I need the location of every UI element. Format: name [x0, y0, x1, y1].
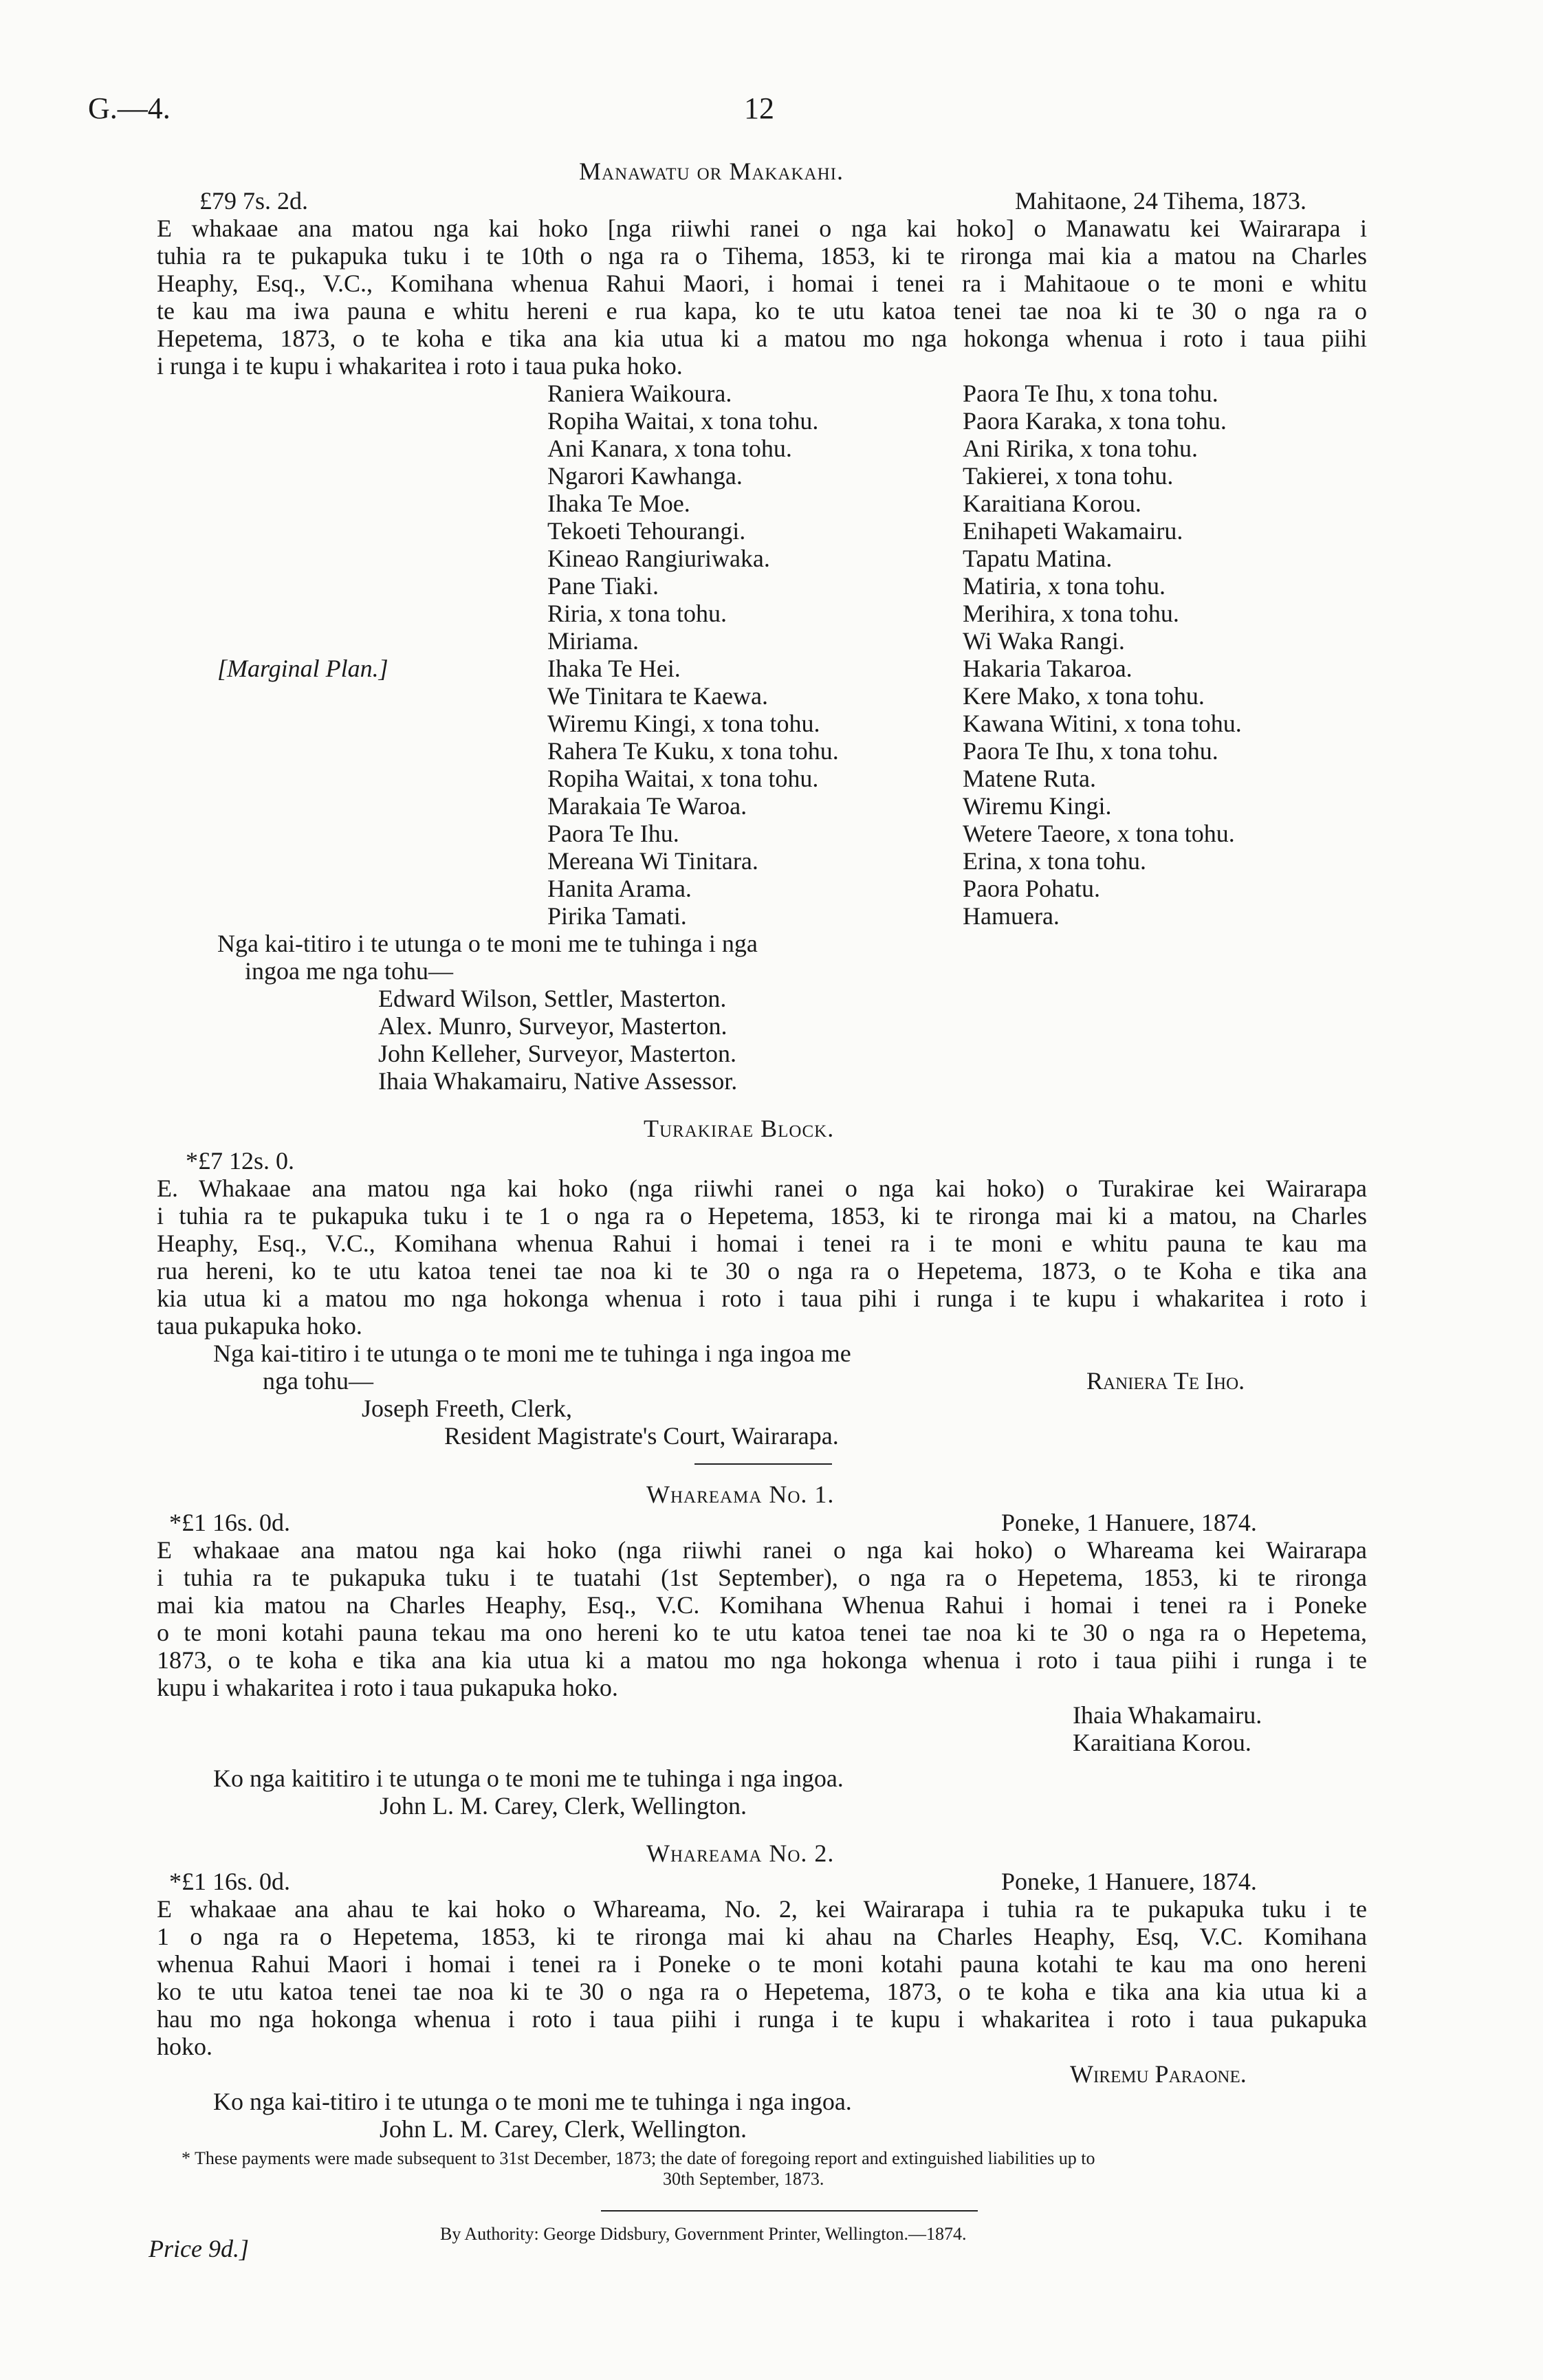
signer-name: Hamuera. [963, 902, 1060, 930]
signer-name: Merihira, x tona tohu. [963, 600, 1179, 627]
signer-name: Hanita Arama. [547, 875, 692, 902]
signer-whareama-2: Wiremu Paraone. [1070, 2060, 1247, 2088]
witness-intro: nga tohu— [263, 1367, 373, 1395]
signer-name: Matene Ruta. [963, 765, 1096, 792]
signer-name: Wiremu Kingi, x tona tohu. [547, 710, 820, 737]
page-reference: G.—4. [88, 91, 171, 125]
witness-name: John L. M. Carey, Clerk, Wellington. [380, 2115, 747, 2143]
witness-name: John Kelleher, Surveyor, Masterton. [378, 1040, 736, 1067]
page-number: 12 [744, 91, 774, 125]
witness-intro: ingoa me nga tohu— [245, 957, 453, 985]
footnote: * These payments were made subsequent to 31st December, 1873; the date of foregoing report and extinguished liabilities up to [182, 2148, 1095, 2168]
price: Price 9d.] [149, 2235, 249, 2262]
body-line-last: i runga i te kupu i whakaritea i roto i taua puka hoko. [157, 352, 683, 380]
amount-manawatu: £79 7s. 2d. [199, 187, 309, 215]
place-date-whareama-2: Poneke, 1 Hanuere, 1874. [1001, 1868, 1257, 1895]
signer-name: Wiremu Kingi. [963, 792, 1112, 820]
signer-turakirae: Raniera Te Iho. [1086, 1367, 1245, 1395]
signer-name: Paora Te Ihu, x tona tohu. [963, 737, 1218, 765]
signer-name: Rahera Te Kuku, x tona tohu. [547, 737, 839, 765]
signer-name: Paora Pohatu. [963, 875, 1100, 902]
signer-name: Raniera Waikoura. [547, 380, 732, 407]
signer-name: Paora Te Ihu, x tona tohu. [963, 380, 1218, 407]
body-line: E whakaae ana ahau te kai hoko o Whareama, No. 2, kei Wairarapa i tuhia ra te pukapuka tuku i te [157, 1895, 1367, 1923]
body-line: i tuhia ra te pukapuka tuku i te tuatahi (1st September), o nga ra o Hepetema, 1853, ki te rironga [157, 1564, 1367, 1591]
witness-name: Alex. Munro, Surveyor, Masterton. [378, 1012, 727, 1040]
signer-name: Kineao Rangiuriwaka. [547, 545, 770, 572]
witness-intro: Ko nga kaititiro i te utunga o te moni me te tuhinga i nga ingoa. [213, 1765, 844, 1792]
imprint: By Authority: George Didsbury, Government Printer, Wellington.—1874. [440, 2224, 967, 2244]
body-line-last: hoko. [157, 2033, 212, 2060]
witness-name: Joseph Freeth, Clerk, [362, 1395, 572, 1422]
signer-name: Ani Ririka, x tona tohu. [963, 435, 1198, 462]
body-line: whenua Rahui Maori i homai i tenei ra i Poneke o te moni kotahi pauna kotahi te kau ma ono hereni [157, 1950, 1367, 1978]
body-line-last: taua pukapuka hoko. [157, 1312, 362, 1340]
signer-name: Karaitiana Korou. [1073, 1729, 1251, 1756]
witness-intro: Nga kai-titiro i te utunga o te moni me te tuhinga i nga ingoa me [213, 1340, 851, 1367]
place-date-whareama-1: Poneke, 1 Hanuere, 1874. [1001, 1509, 1257, 1536]
body-line: Hepetema, 1873, o te koha e tika ana kia utua ki a matou mo nga hokonga whenua i roto i taua piihi [157, 325, 1367, 352]
body-line: hau mo nga hokonga whenua i roto i taua piihi i runga i te kupu i whakaritea i roto i taua pukapuka [157, 2005, 1367, 2033]
signer-name: Miriama. [547, 627, 639, 655]
signer-name: Erina, x tona tohu. [963, 847, 1146, 875]
body-line: mai kia matou na Charles Heaphy, Esq., V.C. Komihana Whenua Rahui i homai i tenei ra i Poneke [157, 1591, 1367, 1619]
signer-name: We Tinitara te Kaewa. [547, 682, 769, 710]
witness-name: Edward Wilson, Settler, Masterton. [378, 985, 727, 1012]
body-line-last: kupu i whakaritea i roto i taua pukapuka hoko. [157, 1674, 618, 1701]
section-divider [694, 1463, 832, 1465]
amount-turakirae: *£7 12s. 0. [186, 1147, 295, 1175]
signer-name: Hakaria Takaroa. [963, 655, 1132, 682]
footnote: 30th September, 1873. [663, 2169, 824, 2189]
signer-name: Ihaka Te Moe. [547, 490, 690, 517]
witness-intro: Ko nga kai-titiro i te utunga o te moni me te tuhinga i nga ingoa. [213, 2088, 852, 2115]
body-line: E. Whakaae ana matou nga kai hoko (nga riiwhi ranei o nga kai hoko) o Turakirae kei Wairarapa [157, 1175, 1367, 1202]
section-title-turakirae: Turakirae Block. [644, 1115, 835, 1142]
amount-whareama-2: *£1 16s. 0d. [169, 1868, 291, 1895]
signer-name: Matiria, x tona tohu. [963, 572, 1166, 600]
body-line: 1873, o te koha e tika ana kia utua ki a matou mo nga hokonga whenua i roto i taua piihi i runga i te [157, 1646, 1367, 1674]
body-line: kia utua ki a matou mo nga hokonga whenua i roto i taua pihi i runga i te kupu i whakaritea i roto i [157, 1285, 1367, 1312]
signer-name: Paora Te Ihu. [547, 820, 679, 847]
body-line: Heaphy, Esq., V.C., Komihana whenua Rahui Maori, i homai i tenei ra i Mahitaoue o te moni e whitu [157, 270, 1367, 297]
witness-name: John L. M. Carey, Clerk, Wellington. [380, 1792, 747, 1820]
body-line: 1 o nga ra o Hepetema, 1853, ki te rironga mai ki ahau na Charles Heaphy, Esq, V.C. Komihana [157, 1923, 1367, 1950]
signer-name: Ihaia Whakamairu. [1073, 1701, 1262, 1729]
footer-divider [601, 2210, 978, 2212]
witness-intro: Nga kai-titiro i te utunga o te moni me te tuhinga i nga [217, 930, 758, 957]
signer-name: Paora Karaka, x tona tohu. [963, 407, 1227, 435]
witness-name: Ihaia Whakamairu, Native Assessor. [378, 1067, 738, 1095]
signer-name: Kere Mako, x tona tohu. [963, 682, 1205, 710]
signer-name: Pane Tiaki. [547, 572, 659, 600]
signer-name: Riria, x tona tohu. [547, 600, 727, 627]
section-title-whareama-1: Whareama No. 1. [646, 1481, 835, 1508]
marginal-plan-note: [Marginal Plan.] [217, 655, 389, 682]
signer-name: Ropiha Waitai, x tona tohu. [547, 765, 819, 792]
signer-name: Enihapeti Wakamairu. [963, 517, 1183, 545]
body-line: E whakaae ana matou nga kai hoko [nga riiwhi ranei o nga kai hoko] o Manawatu kei Wairarapa i [157, 215, 1367, 242]
signer-name: Karaitiana Korou. [963, 490, 1141, 517]
signer-name: Mereana Wi Tinitara. [547, 847, 758, 875]
signer-name: Marakaia Te Waroa. [547, 792, 747, 820]
section-title-manawatu: Manawatu or Makakahi. [579, 157, 844, 185]
place-date-manawatu: Mahitaone, 24 Tihema, 1873. [1015, 187, 1306, 215]
signer-name: Ropiha Waitai, x tona tohu. [547, 407, 819, 435]
body-line: o te moni kotahi pauna tekau ma ono hereni ko te utu katoa tenei tae noa ki te 30 o nga ra o Hepetema, [157, 1619, 1367, 1646]
signer-name: Ngarori Kawhanga. [547, 462, 743, 490]
section-title-whareama-2: Whareama No. 2. [646, 1839, 835, 1867]
body-line: tuhia ra te pukapuka tuku i te 10th o nga ra o Tihema, 1853, ki te rironga mai kia a matou na Charles [157, 242, 1367, 270]
signer-name: Wi Waka Rangi. [963, 627, 1125, 655]
signer-name: Takierei, x tona tohu. [963, 462, 1174, 490]
body-line: ko te utu katoa tenei tae noa ki te 30 o nga ra o Hepetema, 1873, o te koha e tika ana kia utua ki a [157, 1978, 1367, 2005]
witness-title: Resident Magistrate's Court, Wairarapa. [444, 1422, 839, 1450]
amount-whareama-1: *£1 16s. 0d. [169, 1509, 291, 1536]
signer-name: Ani Kanara, x tona tohu. [547, 435, 792, 462]
body-line: te kau ma iwa pauna e whitu hereni e rua kapa, ko te utu katoa tenei tae noa ki te 30 o nga ra o [157, 297, 1367, 325]
body-line: i tuhia ra te pukapuka tuku i te 1 o nga ra o Hepetema, 1853, ki te rironga mai ki a matou, na Charles [157, 1202, 1367, 1230]
signer-name: Wetere Taeore, x tona tohu. [963, 820, 1235, 847]
body-line: E whakaae ana matou nga kai hoko (nga riiwhi ranei o nga kai hoko) o Whareama kei Wairarapa [157, 1536, 1367, 1564]
signer-name: Tapatu Matina. [963, 545, 1113, 572]
body-line: rua hereni, ko te utu katoa tenei tae noa ki te 30 o nga ra o Hepetema, 1873, o te Koha e tika ana [157, 1257, 1367, 1285]
signers-right-column [963, 380, 1242, 930]
signer-name: Ihaka Te Hei. [547, 655, 681, 682]
signer-name: Tekoeti Tehourangi. [547, 517, 746, 545]
body-line: Heaphy, Esq., V.C., Komihana whenua Rahui i homai i tenei ra i te moni e whitu pauna te kau ma [157, 1230, 1367, 1257]
signer-name: Pirika Tamati. [547, 902, 687, 930]
signers-left-column [547, 380, 839, 930]
signer-name: Kawana Witini, x tona tohu. [963, 710, 1242, 737]
